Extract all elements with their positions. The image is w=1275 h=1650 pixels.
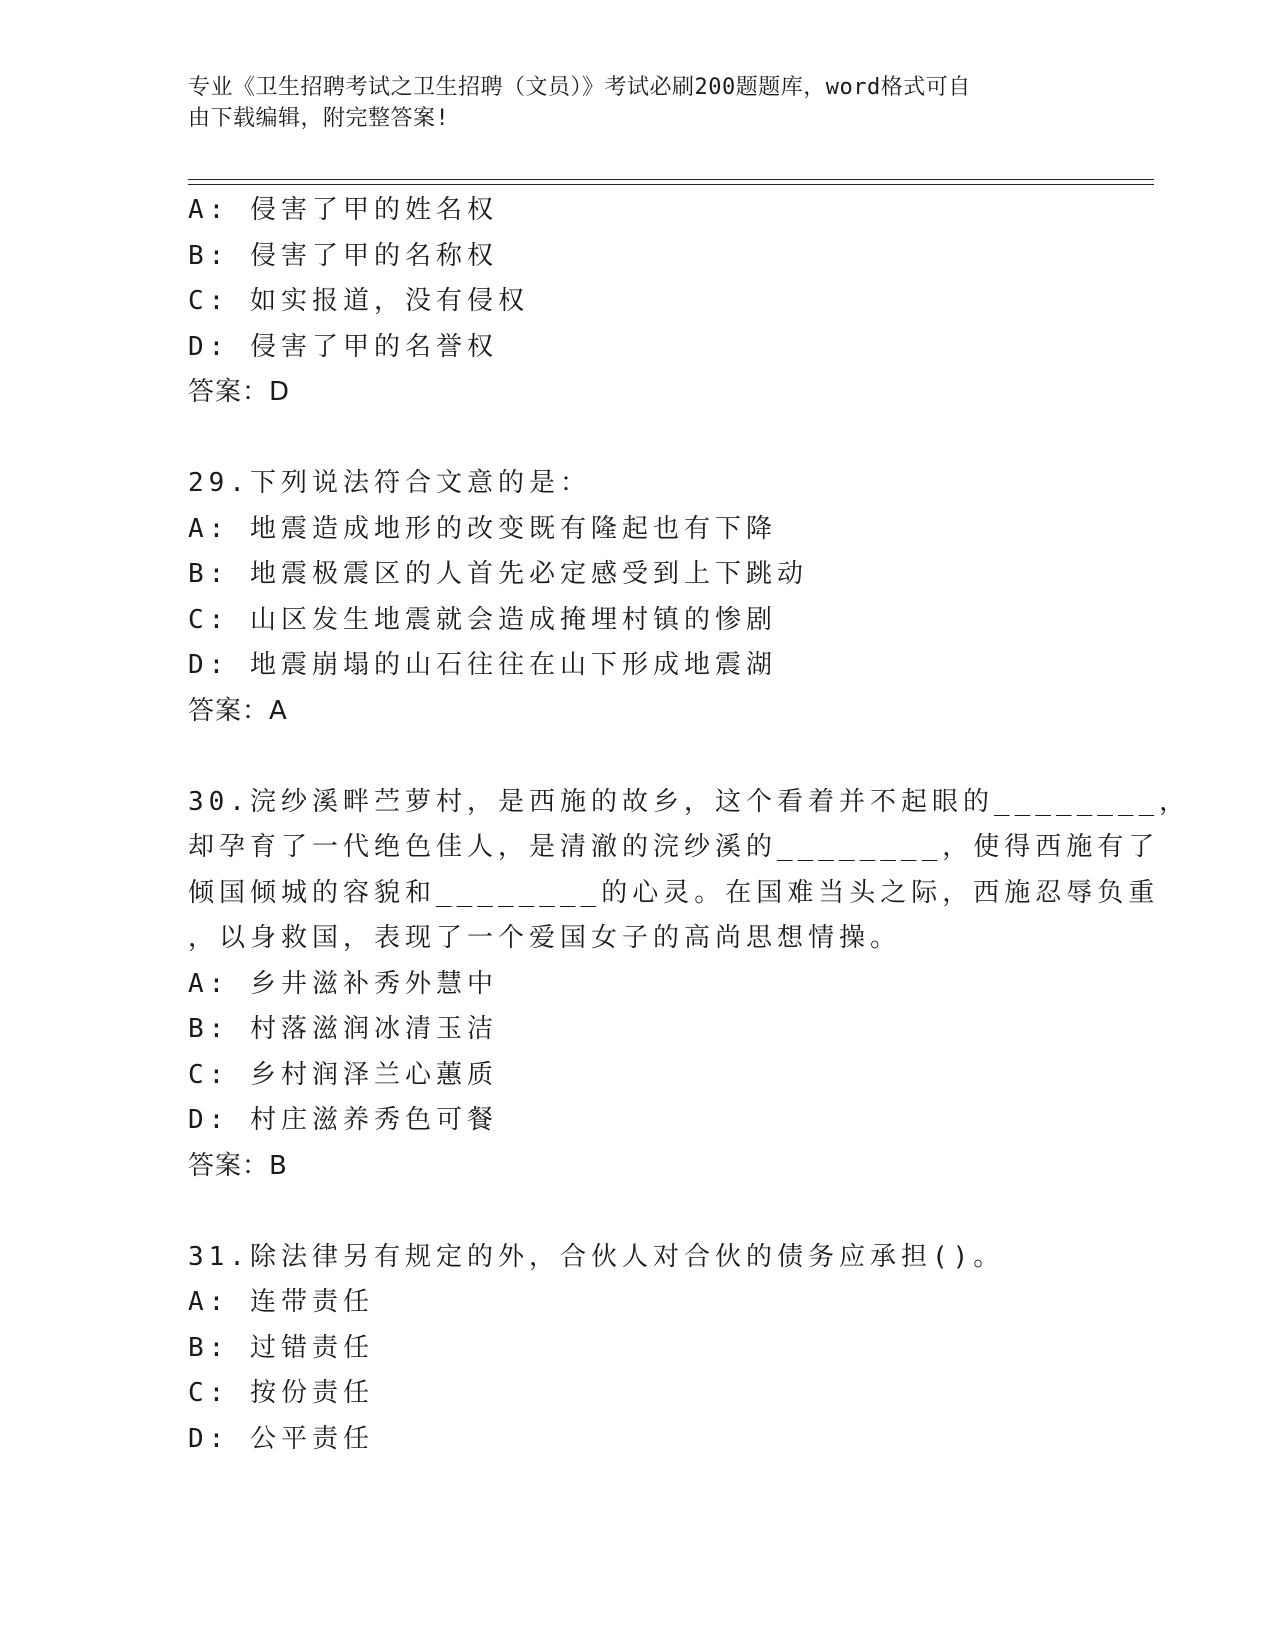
header-divider-top	[188, 179, 1154, 180]
option-a: A: 侵害了甲的姓名权	[188, 195, 498, 225]
question-28	[188, 188, 1088, 416]
header-line-1: 专业《卫生招聘考试之卫生招聘（文员）》考试必刷200题题库，word格式可自	[188, 75, 971, 100]
option-a: A: 地震造成地形的改变既有隆起也有下降	[188, 513, 777, 544]
question-text-line-1: 30.浣纱溪畔苎萝村，是西施的故乡，这个看着并不起眼的________，	[188, 786, 1191, 817]
question-text-line-4: ，以身救国，表现了一个爱国女子的高尚思想情操。	[188, 923, 902, 953]
answer-line: 答案：A	[188, 695, 288, 726]
option-d: D: 村庄滋养秀色可餐	[188, 1105, 498, 1135]
question-30	[188, 780, 1191, 1190]
question-text: 29.下列说法符合文意的是：	[188, 468, 591, 498]
option-c: C: 乡村润泽兰心蕙质	[188, 1059, 498, 1090]
question-31	[188, 1235, 1088, 1463]
question-list	[188, 188, 1191, 1462]
option-c: C: 如实报道，没有侵权	[188, 286, 529, 316]
spacer	[188, 1189, 1088, 1235]
option-c: C: 山区发生地震就会造成掩埋村镇的惨剧	[188, 604, 777, 635]
spacer	[188, 734, 1088, 780]
option-a: A: 连带责任	[188, 1287, 374, 1317]
option-c: C: 按份责任	[188, 1378, 374, 1408]
answer-line: 答案：B	[188, 1150, 288, 1181]
question-text: 31.除法律另有规定的外，合伙人对合伙的债务应承担()。	[188, 1241, 1005, 1272]
spacer	[188, 416, 1088, 462]
option-b: B: 侵害了甲的名称权	[188, 240, 498, 271]
option-b: B: 地震极震区的人首先必定感受到上下跳动	[188, 559, 808, 589]
question-text-line-3: 倾国倾城的容貌和________的心灵。在国难当头之际，西施忍辱负重	[188, 877, 1160, 908]
document-header	[188, 72, 1068, 134]
option-d: D: 地震崩塌的山石往往在山下形成地震湖	[188, 650, 777, 680]
option-d: D: 侵害了甲的名誉权	[188, 331, 498, 362]
option-a: A: 乡井滋补秀外慧中	[188, 968, 498, 999]
header-line-2: 由下载编辑，附完整答案!	[188, 106, 450, 131]
header-divider-bottom	[188, 184, 1154, 185]
answer-line: 答案：D	[188, 377, 291, 407]
option-d: D: 公平责任	[188, 1423, 374, 1454]
question-text-line-2: 却孕育了一代绝色佳人，是清澈的浣纱溪的________，使得西施有了	[188, 832, 1160, 862]
option-b: B: 过错责任	[188, 1332, 374, 1363]
question-29	[188, 461, 1088, 734]
option-b: B: 村落滋润冰清玉洁	[188, 1014, 498, 1044]
